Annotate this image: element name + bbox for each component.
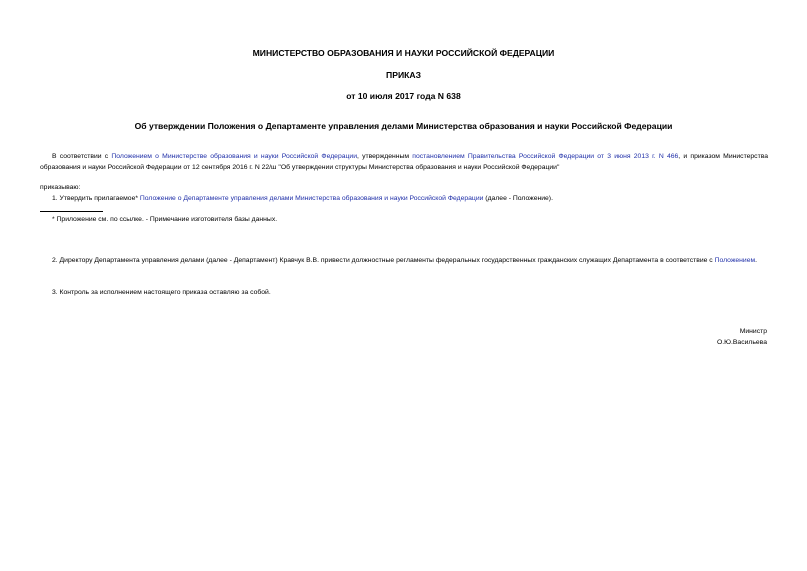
link-ministry-regulation[interactable]: Положением о Министерстве образования и науки Российской Федерации bbox=[111, 153, 357, 160]
preamble-paragraph bbox=[40, 151, 768, 173]
footnote: * Приложение см. по ссылке. - Примечание изготовителя базы данных. bbox=[52, 216, 278, 223]
preamble-text-1: В соответствии с bbox=[52, 153, 112, 160]
order-item-1 bbox=[40, 193, 768, 204]
link-department-regulation[interactable]: Положение о Департаменте управления делами Министерства образования и науки Российской Федерации bbox=[139, 195, 484, 202]
link-government-decree[interactable]: постановлением Правительства Российской Федерации от 3 июня 2013 г. N 466 bbox=[412, 153, 679, 160]
preamble-text-2: , утвержденным bbox=[357, 153, 413, 160]
order-item-3: 3. Контроль за исполнением настоящего приказа оставляю за собой. bbox=[52, 289, 271, 296]
document-type: ПРИКАЗ bbox=[386, 70, 421, 80]
item2-text-1: 2. Директору Департамента управления делами (далее - Департамент) Кравчук В.В. привести должностные регламенты федеральных государственных гражданских служащих Департамента в соответствие с bbox=[52, 257, 715, 264]
item1-text-2: (далее - Положение). bbox=[483, 195, 553, 202]
signatory-title: Министр bbox=[739, 328, 767, 335]
document-date-number: от 10 июля 2017 года N 638 bbox=[346, 91, 461, 101]
signatory-name: О.Ю.Васильева bbox=[716, 339, 767, 346]
orders-word: приказываю: bbox=[40, 184, 81, 191]
item2-text-2: . bbox=[755, 257, 758, 264]
document-subject: Об утверждении Положения о Департаменте управления делами Министерства образования и науки Российской Федерации bbox=[134, 121, 673, 131]
link-regulation[interactable]: Положением bbox=[714, 257, 756, 264]
order-item-2 bbox=[40, 255, 768, 266]
ministry-title: МИНИСТЕРСТВО ОБРАЗОВАНИЯ И НАУКИ РОССИЙСКОЙ ФЕДЕРАЦИИ bbox=[252, 48, 555, 58]
item1-text-1: 1. Утвердить прилагаемое* bbox=[52, 195, 140, 202]
footnote-divider bbox=[40, 211, 103, 212]
preamble-text-3: , и приказом Министерства образования и науки Российской Федерации от 12 сентября 2016 г. N 22/ш "Об утверждении структуры Министерства образования и науки Российской Федерации" bbox=[40, 153, 769, 171]
